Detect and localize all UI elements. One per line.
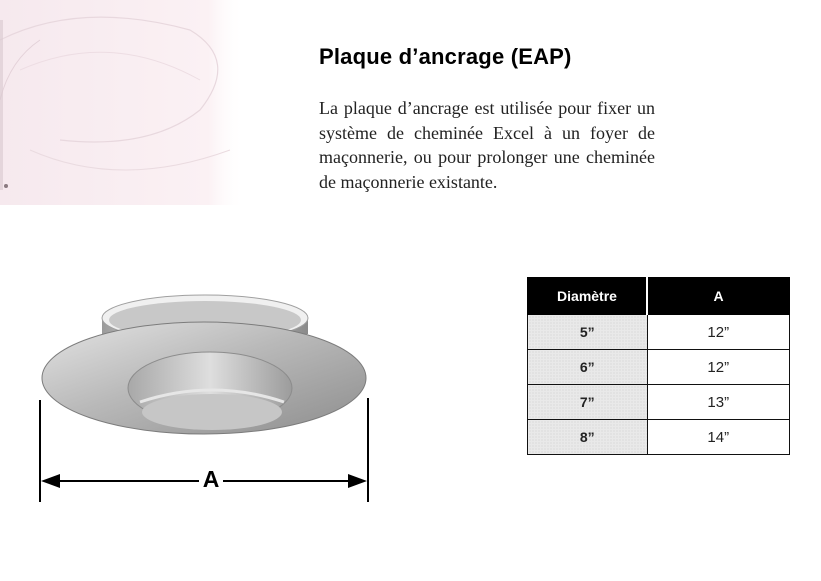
diameter-cell: 5”: [528, 315, 648, 350]
dimension-label-a: A: [199, 466, 223, 493]
table-row: [528, 350, 790, 385]
arrow-head-left: [41, 474, 60, 488]
faded-product-photo: [0, 0, 245, 205]
table-header-row: [528, 278, 790, 315]
page-title: Plaque d’ancrage (EAP): [319, 44, 572, 69]
table-row: [528, 420, 790, 455]
a-value-cell: 13”: [647, 385, 790, 420]
column-header-a: A: [647, 278, 790, 315]
arrow-head-right: [348, 474, 367, 488]
diameter-cell: 8”: [528, 420, 648, 455]
a-value-cell: 12”: [647, 350, 790, 385]
product-description: La plaque d’ancrage est utilisée pour fixer un système de cheminée Excel à un foyer de maçonnerie, ou pour prolonger une cheminée de maçonnerie existante.: [319, 98, 655, 192]
table-row: [528, 385, 790, 420]
diameter-cell: 7”: [528, 385, 648, 420]
diameter-cell: 6”: [528, 350, 648, 385]
table-row: [528, 315, 790, 350]
a-value-cell: 14”: [647, 420, 790, 455]
a-value-cell: 12”: [647, 315, 790, 350]
dimensions-table: [527, 277, 790, 455]
column-header-diameter: Diamètre: [528, 278, 648, 315]
